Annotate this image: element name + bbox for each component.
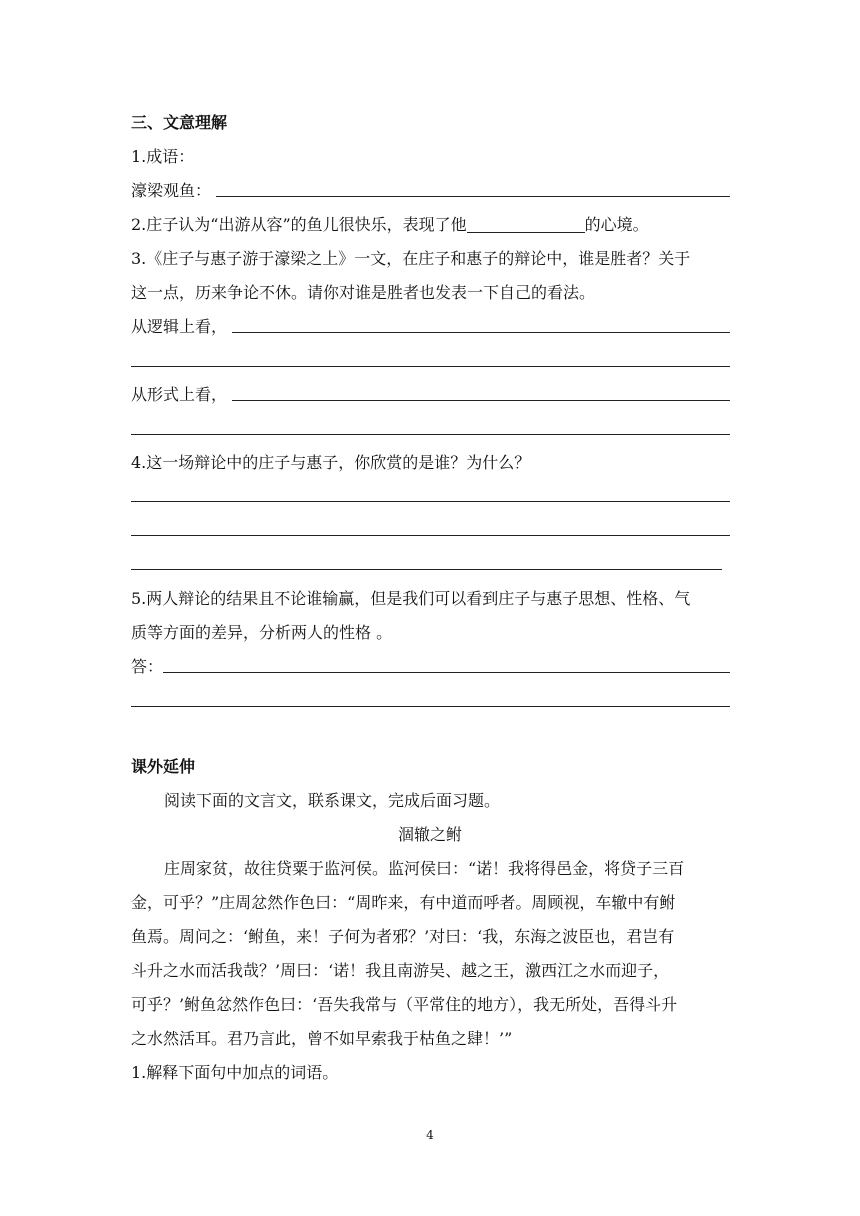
question-4: 4.这一场辩论中的庄子与惠子，你欣赏的是谁？为什么？ (131, 453, 531, 472)
extension-intro: 阅读下面的文言文，联系课文，完成后面习题。 (164, 791, 501, 810)
passage-line: 金，可乎？”庄周忿然作色曰：“周昨来，有中道而呼者。周顾视，车辙中有鲋 (131, 893, 676, 912)
section-heading: 三、文意理解 (131, 113, 228, 132)
question-3-form-label: 从形式上看， (131, 385, 228, 404)
page-number: 4 (426, 1128, 434, 1142)
passage-line: 斗升之水而活我哉？’周曰：‘诺！我且南游吴、越之王，激西江之水而迎子， (131, 961, 670, 980)
answer-line[interactable] (131, 706, 730, 707)
question-1-item: 濠梁观鱼： (131, 181, 212, 200)
question-2-text: 2.庄子认为“出游从容”的鱼儿很快乐，表现了他 (131, 215, 467, 234)
passage-title: 涸辙之鲋 (397, 825, 462, 844)
answer-line[interactable] (131, 569, 722, 570)
passage-line: 可乎？’鲋鱼忿然作色曰：‘吾失我常与（平常住的地方），我无所处，吾得斗升 (131, 995, 678, 1014)
question-1-label: 1.成语： (131, 147, 195, 166)
passage-line: 鱼焉。周问之：‘鲋鱼，来！子何为者邪？’对曰：‘我，东海之波臣也，君岂有 (131, 927, 675, 946)
answer-line[interactable] (131, 501, 730, 502)
answer-line[interactable] (131, 535, 730, 536)
passage-line: 庄周家贫，故往贷粟于监河侯。监河侯曰：“诺！我将得邑金，将贷子三百 (164, 859, 685, 878)
question-5-line2: 质等方面的差异，分析两人的性格 。 (131, 623, 393, 642)
question-5-line1: 5.两人辩论的结果且不论谁输赢，但是我们可以看到庄子与惠子思想、性格、气 (131, 589, 691, 608)
answer-line[interactable] (131, 434, 730, 435)
question-3-logic-label: 从逻辑上看， (131, 317, 228, 336)
extension-question-1: 1.解释下面句中加点的词语。 (131, 1063, 339, 1082)
answer-line[interactable] (232, 332, 730, 333)
fill-blank[interactable] (467, 216, 585, 233)
passage-line: 之水然活耳。君乃言此，曾不如早索我于枯鱼之肆！’” (131, 1029, 513, 1048)
answer-line[interactable] (232, 400, 730, 401)
answer-line[interactable] (131, 366, 730, 367)
extension-heading: 课外延伸 (131, 757, 196, 776)
question-3-line1: 3.《庄子与惠子游于濠梁之上》一文，在庄子和惠子的辩论中，谁是胜者？关于 (131, 249, 691, 268)
answer-line[interactable] (216, 196, 730, 197)
answer-line[interactable] (163, 672, 730, 673)
question-5-answer-label: 答： (131, 657, 164, 676)
question-2 (131, 214, 649, 236)
question-3-line2: 这一点，历来争论不休。请你对谁是胜者也发表一下自己的看法。 (131, 283, 596, 302)
question-2-suffix: 的心境。 (584, 215, 649, 234)
